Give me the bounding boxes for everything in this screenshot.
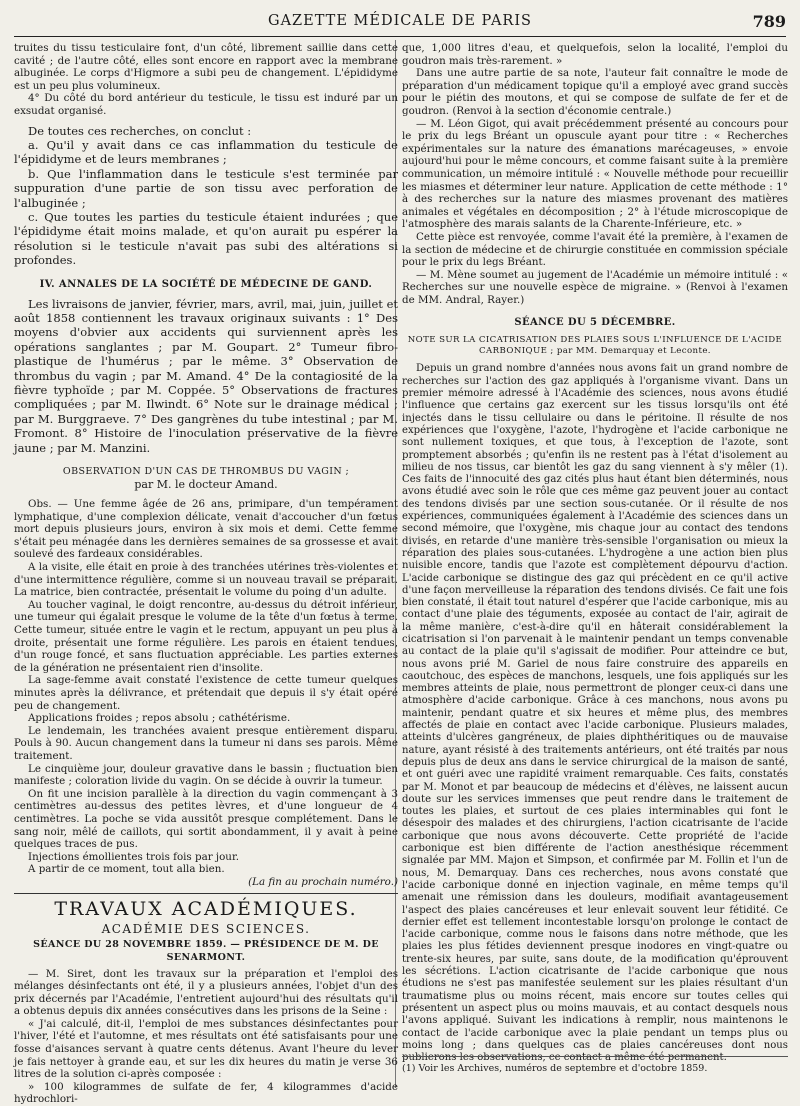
- conclusion-line: b. Que l'inflammation dans le testicule s'est terminée par suppuration d'une partie de son tissu avec perforation de l'albuginée ;: [14, 166, 398, 210]
- note-paragraph: Depuis un grand nombre d'années nous avons fait un grand nombre de recherches sur l'action des gaz appliqués à l'organisme vivant. Dans un premier mémoire adressé à l'Académie des sciences, nous avons étudié l'influence que certains gaz exercent sur les tissus lorsqu'ils ont été injectés dans le tissu cellulaire ou dans le péritoine. Il résulte de nos expériences que l'oxygène, l'azote, l'hydrogène et l'acide carbonique ne sont nullement toxiques, et que tous, à l'exception de l'azote, sont promptement absorbés ; qu'enfin ils ne restent pas à l'état d'isolement au milieu de nos tissus, car bientôt les gaz du sang viennent à s'y mêler (1). Ces faits de l'innocuité des gaz cités plus haut étant bien déterminés, nous avons étudié avec soin le rôle que ces même gaz peuvent jouer au contact des tendons divisés par une section sous-cutanée. Or il résulte de nos expériences, communiquées également à l'Académie des sciences dans un second mémoire, que l'oxygène, mis chaque jour au contact des tendons divisés, en retarde d'une manière très-sensible l'organisation ou mieux la réparation des plaies sous-cutanées. L'hydrogène a une action bien plus nuisible encore, tandis que l'azote est complètement dépourvu d'action. L'acide carbonique se distingue des gaz qui précèdent en ce qu'il active d'une façon merveilleuse la réparation des tendons divisés. Ce fait une fois bien constaté, il était tout naturel d'espérer que l'acide carbonique, mis au contact d'une plaie des téguments, exposée au contact de l'air, agirait de la même manière, c'est-à-dire qu'il en hâterait considérablement la cicatrisation si l'on parvenait à le maintenir pendant un temps convenable au contact de la plaie qu'il s'agissait de modifier. Pour atteindre ce but, nous avons prié M. Gariel de nous faire construire des appareils en caoutchouc, des espèces de manchons, lesquels, une fois appliqués sur les membres atteints de plaie, nous permettront de plonger ceux-ci dans une atmosphère d'acide carbonique. Grâce à ces manchons, nous avons pu maintenir, pendant quatre et six heures et même plus, des membres affectés de plaie en contact avec l'acide carbonique. Plusieurs malades, atteints d'ulcères gangréneux, de plaies diphthéritiques ou de mauvaise nature, ayant résisté à des traitements antérieurs, ont été traités par nous depuis plus de deux ans dans le service chirurgical de la maison de santé, et ont guéri avec une rapidité vraiment remarquable. Ces faits, constatés par M. Monot et par beaucoup de médecins et d'élèves, ne laissent aucun doute sur les services immenses que peut rendre dans le traitement de toutes les plaies, et surtout de ces plaies interminables qui font le désespoir des malades et des chirurgiens, l'action cicatrisante de l'acide carbonique que nous avons découverte. Cette propriété de l'acide carbonique est bien différente de l'action anesthésique récemment signalée par MM. Majon et Simpson, et confirmée par M. Follin et l'un de nous, M. Demarquay. Dans ces recherches, nous avons constaté que l'acide carbonique donné en injection vaginale, en même temps qu'il amenait une rémission dans les douleurs, modifiait avantageusement l'aspect des plaies cancéreuses et leur enlevait souvent leur fétidité. Ce dernier effet est tellement incontestable lorsqu'on prolonge le contact de l'acide carbonique, comme nous le faisons dans notre méthode, que les plaies les plus fétides deviennent presque inodores en vingt-quatre ou trente-six heures, par suite, sans doute, de la modification qu'éprouvent les sécrétions. L'action cicatrisante de l'acide carbonique que nous étudions ne s'est pas manifestée seulement sur les plaies résultant d'un traumatisme plus ou moins récent, mais encore sur toutes celles qui présentent un aspect plus ou moins mauvais, et au contact desquels nous l'avons appliqué. Suivant les indications à remplir, nous maintenons le contact de l'acide carbonique avec la plaie pendant un temps plus ou moins long ; dans quelques cas de plaies cancéreuses dont nous publierons les observations, ce contact a même été permanent.: [402, 363, 788, 1064]
- section-rule: [14, 893, 398, 894]
- right-paragraph: — M. Mène soumet au jugement de l'Académie un mémoire intitulé : « Recherches sur une nouvelle espèce de migraine. » (Renvoi à l'examen de MM. Andral, Rayer.): [402, 268, 788, 306]
- conclusion-line: De toutes ces recherches, on conclut :: [28, 123, 252, 138]
- conclusion-line: c. Que toutes les parties du testicule étaient indurées ; que l'épididyme était moins malade, et qu'on aurait pu espérer la résolution si le testicule n'avait pas subi des altérations si profondes.: [14, 210, 398, 268]
- section-paragraph: Les livraisons de janvier, février, mars, avril, mai, juin, juillet et août 1858 contiennent les travaux originaux suivants : 1° Des moyens d'obvier aux accidents qui surviennent après les opérations sanglantes ; par M. Goupart. 2° Tumeur fibro-plastique de l'humérus ; par le même. 3° Observation de thrombus du vagin ; par M. Amand. 4° De la contagiosité de la fièvre typhoïde ; par M. Coppée. 5° Observations de fractures compliquées ; par M. Ilwindt. 6° Note sur le drainage médical ; par M. Burggraeve. 7° Des gangrènes du tube intestinal ; par M. Fromont. 8° Histoire de l'inoculation préservative de la fièvre jaune ; par M. Manzini.: [14, 296, 398, 455]
- observation-author: par M. le docteur Amand.: [134, 478, 278, 492]
- left-column: [14, 42, 398, 1106]
- seance-heading: SÉANCE DU 28 NOVEMBRE 1859. — PRÉSIDENCE DE M. DE SENARMONT.: [33, 938, 379, 963]
- observation-paragraph: On fit une incision parallèle à la direction du vagin commençant à 3 centimètres au-dessus des petites lèvres, et d'une longueur de 4 centimètres. La poche se vida aussitôt presque complétement. Dans le sang noir, mêlé de caillots, qui sortit abondamment, il y avait à peine quelques traces de pus.: [14, 787, 398, 851]
- travaux-heading: TRAVAUX ACADÉMIQUES.: [54, 897, 358, 920]
- observation-paragraph: A la visite, elle était en proie à des tranchées utérines très-violentes et d'une intermittence régulière, comme si un nouveau travail se préparait. La matrice, bien contractée, présentait le volume du poing d'un adulte.: [14, 561, 398, 599]
- conclusion-line: a. Qu'il y avait dans ce cas inflammation du testicule de l'épididyme et de leurs membranes ;: [14, 137, 398, 167]
- section-heading: IV. ANNALES DE LA SOCIÉTÉ DE MÉDECINE DE GAND.: [39, 278, 373, 290]
- page-number: 789: [752, 12, 786, 31]
- observation-title: OBSERVATION D'UN CAS DE THROMBUS DU VAGIN ;: [62, 466, 350, 478]
- observation-paragraph: Injections émollientes trois fois par jour.: [28, 850, 240, 863]
- siret-paragraph: » 100 kilogrammes de sulfate de fer, 4 kilogrammes d'acide hydrochlori-: [14, 1080, 398, 1106]
- observation-paragraph: Applications froides ; repos absolu ; cathétérisme.: [28, 712, 291, 725]
- journal-title: GAZETTE MÉDICALE DE PARIS: [268, 13, 532, 29]
- observation-paragraph: Le cinquième jour, douleur gravative dans le bassin ; fluctuation bien manifeste ; coloration livide du vagin. On se décide à ouvrir la tumeur.: [14, 762, 398, 788]
- observation-paragraph: A partir de ce moment, tout alla bien.: [28, 863, 225, 876]
- academie-heading: ACADÉMIE DES SCIENCES.: [101, 921, 311, 936]
- seance-heading: SÉANCE DU 5 DÉCEMBRE.: [514, 317, 676, 329]
- observation-paragraph: La sage-femme avait constaté l'existence de cette tumeur quelques minutes après la délivrance, et prétendait que depuis il s'y était opéré peu de changement.: [14, 674, 398, 712]
- right-paragraph: — M. Léon Gigot, qui avait précédemment présenté au concours pour le prix du legs Bréant un opuscule ayant pour titre : « Recherches expérimentales sur la nature des émanations marécageuses, » envoie aujourd'hui pour le même concours, et comme faisant suite à la première communication, un mémoire intitulé : « Nouvelle méthode pour recueillir les miasmes et déterminer leur nature. Application de cette méthode : 1° à des recherches sur la nature des miasmes provenant des matières animales et végétales en décomposition ; 2° à l'étude microscopique de l'atmosphère des marais salants de la Charente-Inférieure, etc. »: [402, 117, 788, 231]
- right-paragraph: Cette pièce est renvoyée, comme l'avait été la première, à l'examen de la section de médecine et de chirurgie constituée en commission spéciale pour le prix du legs Bréant.: [402, 230, 788, 269]
- right-column: [402, 42, 788, 1083]
- siret-paragraph: « J'ai calculé, dit-il, l'emploi de mes substances désinfectantes pour l'hiver, l'été et l'automne, et mes résultats ont été satisfaisants pour une fosse d'aisances servant à quatre cents détenus. Avant l'heure du lever je fais nettoyer à grande eau, et sur les dix heures du matin je verse 36 litres de la solution ci-après composée :: [14, 1017, 398, 1081]
- observation-paragraph: Obs. — Une femme âgée de 26 ans, primipare, d'un tempérament lymphatique, d'une complexion délicate, venait d'accoucher d'un fœtus mort depuis plusieurs jours, environ à six mois et demi. Cette femme s'était peu ménagée dans les dernières semaines de sa grossesse et avait soulevé des fardeaux considérables.: [14, 498, 398, 561]
- observation-paragraph: Au toucher vaginal, le doigt rencontre, au-dessus du détroit inférieur, une tumeur qui égalait presque le volume de la tête d'un fœtus à terme. Cette tumeur, située entre le vagin et le rectum, appuyant un peu plus à droite, présentait une forme régulière. Les parois en étaient tendues, d'un rouge foncé, et sans fluctuation appréciable. Les parties externes de la génération ne présentaient rien d'insolite.: [14, 598, 398, 674]
- right-paragraph: que, 1,000 litres d'eau, et quelquefois, selon la localité, l'emploi du goudron mais très-rarement. »: [402, 42, 788, 67]
- page-header: [14, 10, 786, 37]
- intro-paragraph: truites du tissu testiculaire font, d'un côté, librement saillie dans cette cavité ; de l'autre côté, elles sont encore en rapport avec la membrane albuginée. Le corps d'Higmore a subi peu de changement. L'épididyme est un peu plus volumineux.: [14, 42, 398, 92]
- siret-paragraph: — M. Siret, dont les travaux sur la préparation et l'emploi des mélanges désinfectants ont été, il y a plusieurs années, l'objet d'un des prix décernés par l'Académie, l'entretient aujourd'hui des résultats qu'il a obtenus depuis dix années consécutives dans les prisons de la Seine :: [14, 967, 398, 1018]
- right-paragraph: Dans une autre partie de sa note, l'auteur fait connaître le mode de préparation d'un médicament topique qu'il a employé avec grand succès pour le piétin des moutons, et qui se compose de sulfate de fer et de goudron. (Renvoi à la section d'économie centrale.): [402, 67, 788, 117]
- intro-paragraph: 4° Du côté du bord antérieur du testicule, le tissu est induré par un exsudat organisé.: [14, 92, 398, 117]
- observation-paragraph: Le lendemain, les tranchées avaient presque entièrement disparu. Pouls à 90. Aucun changement dans la tumeur ni dans ses parois. Même traitement.: [14, 724, 398, 762]
- footnote: (1) Voir les Archives, numéros de septembre et d'octobre 1859.: [402, 1056, 788, 1075]
- note-title: NOTE SUR LA CICATRISATION DES PLAIES SOUS L'INFLUENCE DE L'ACIDE CARBONIQUE ; par MM. Demarquay et Leconte.: [407, 335, 783, 357]
- continuation-note: (La fin au prochain numéro.): [248, 875, 398, 888]
